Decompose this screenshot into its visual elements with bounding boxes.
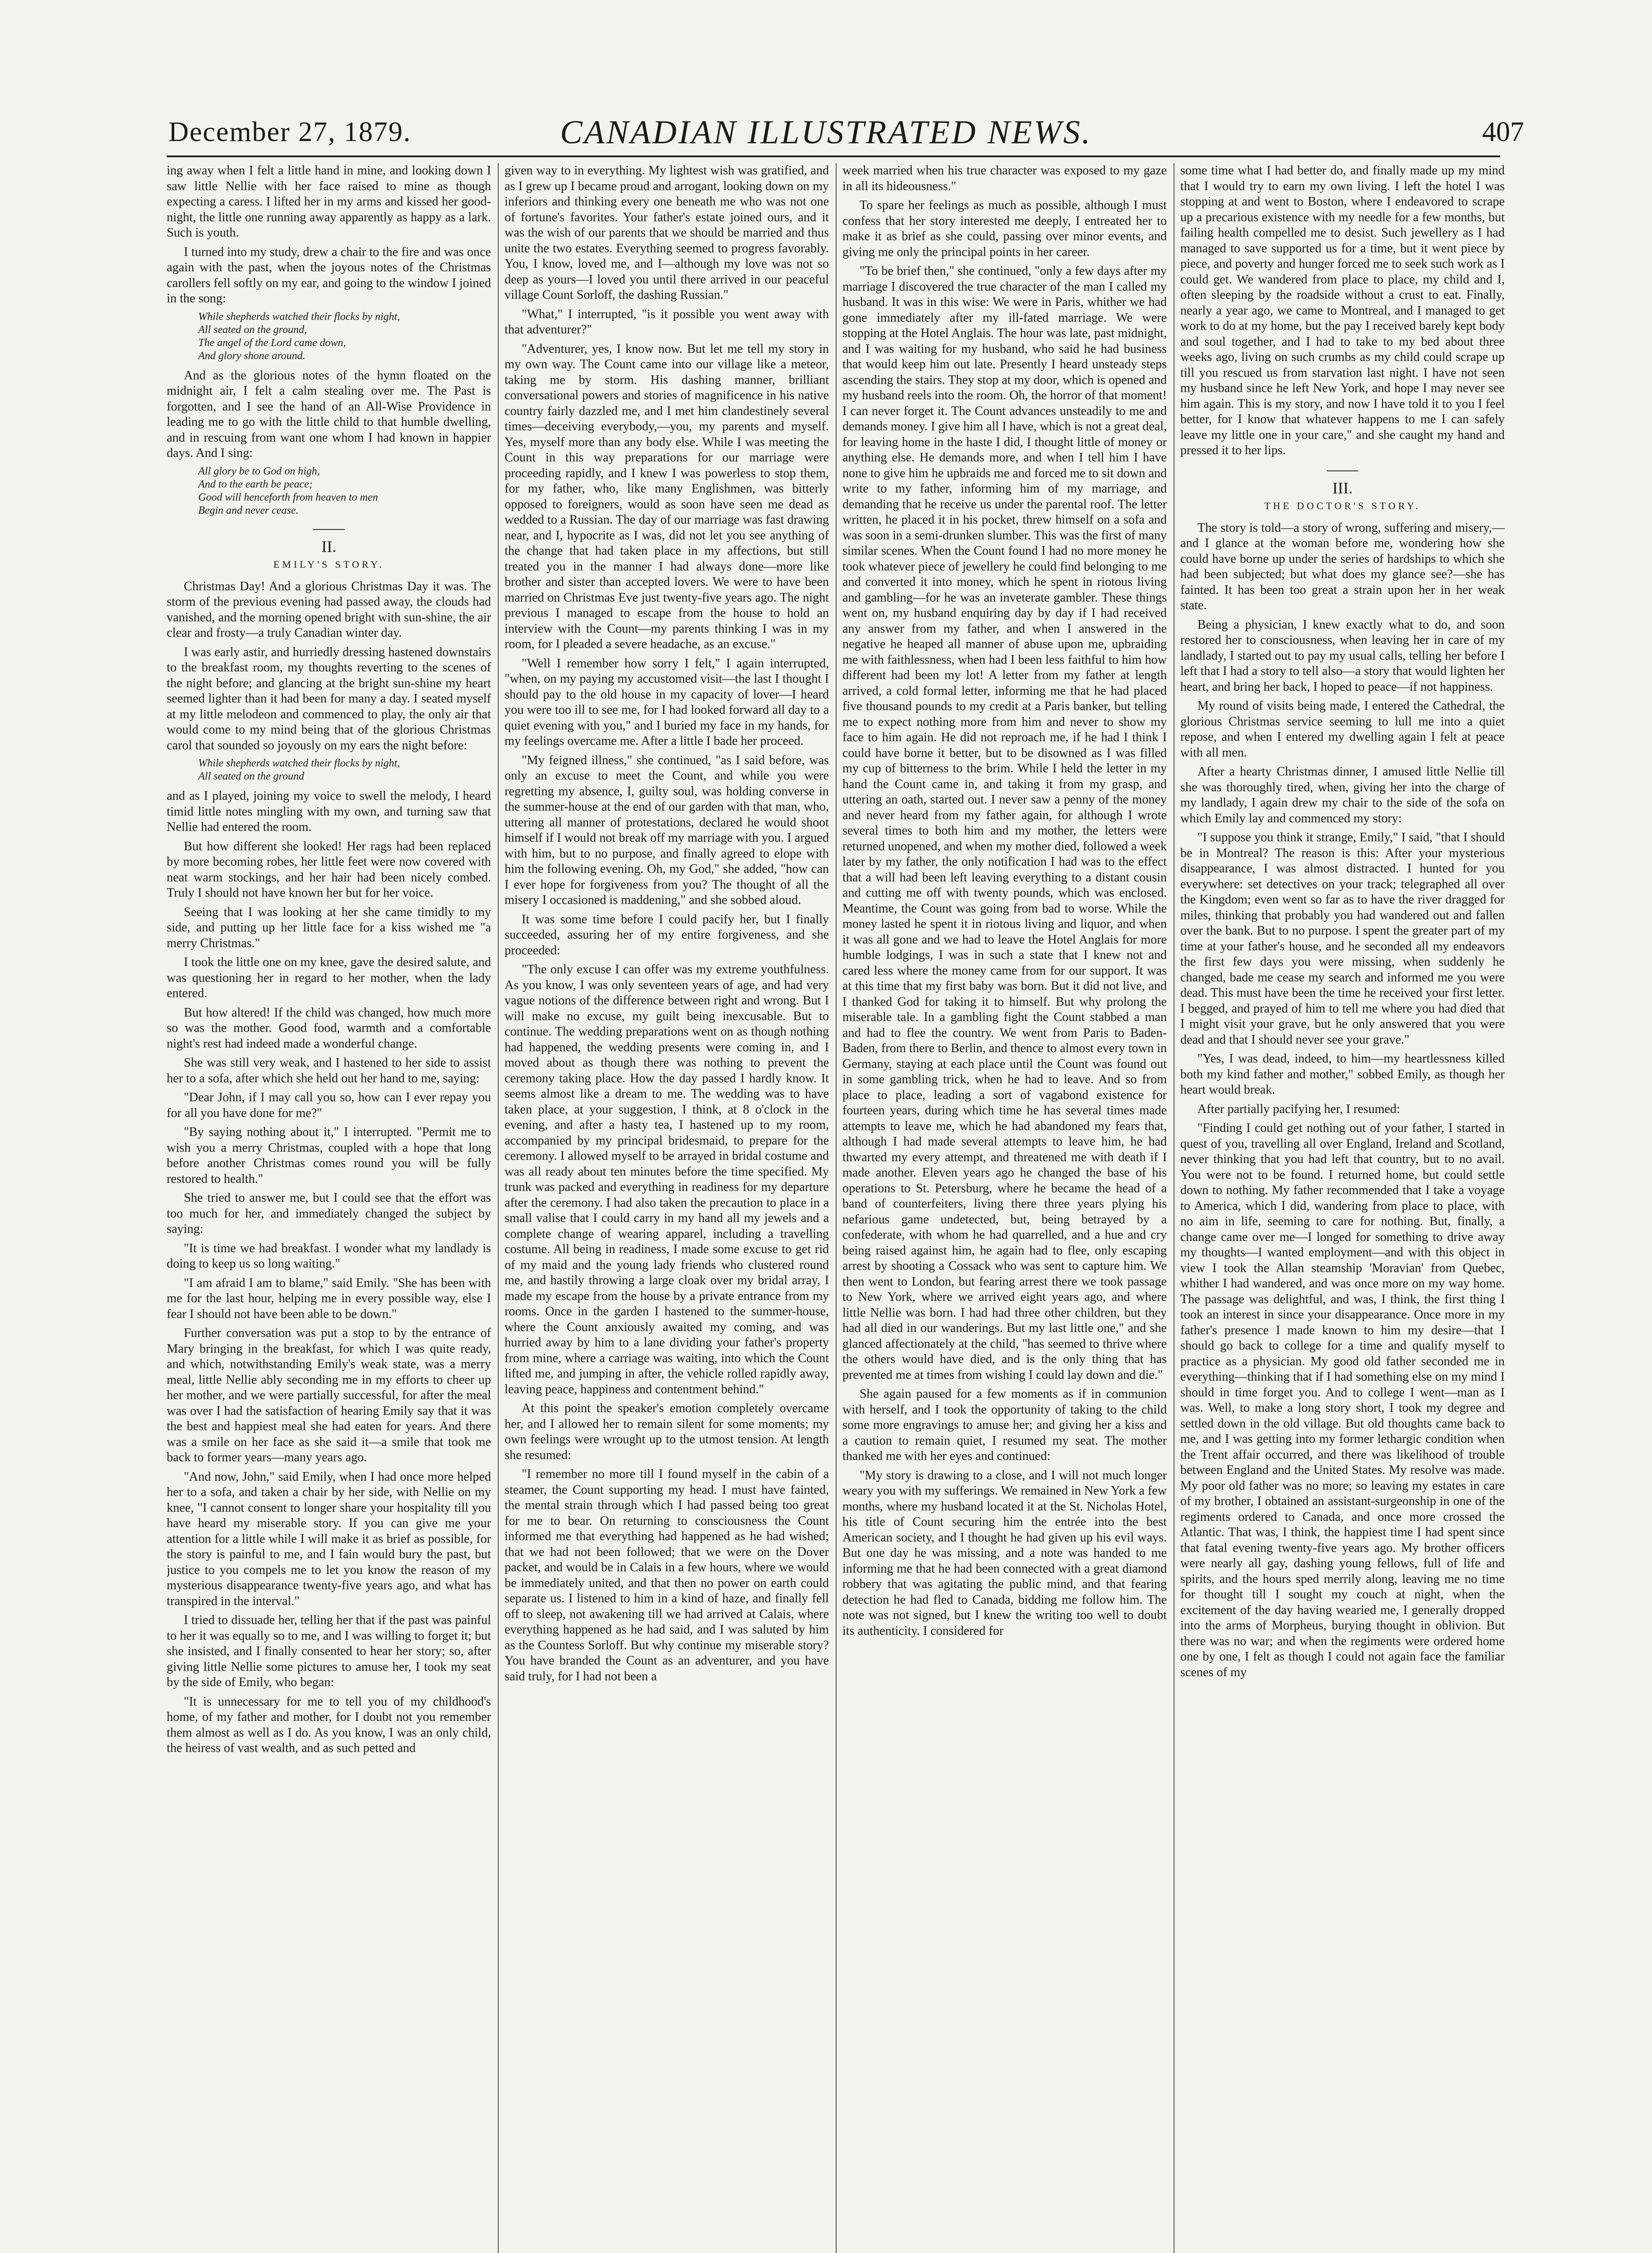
paragraph: The story is told—a story of wrong, suffering and misery,—and I glance at the woman before me, wondering how she could have borne up under the series of hardships to which she had been subjected; but what does my glance see?—she has fainted. It has been too great a strain upon her in her weak state. [1180, 520, 1505, 612]
column-3 [842, 163, 1167, 2253]
verse-line: The angel of the Lord came down, [198, 337, 346, 349]
paragraph: "Finding I could get nothing out of your father, I started in quest of you, travelling all over England, Ireland and Scotland, never thinking that you had left that country, but to no avail. You were not to be found. I returned home, but could settle down to nothing. My father recommended that I take a voyage to America, which I did, wandering from place to place, with no aim in life, seeming to care for nothing. But, finally, a change came over me—I longed for something to drive away my thoughts—I wanted employment—and with this object in view I took the Allan steamship 'Moravian' from Quebec, whither I had wandered, and was once more on my way home. The passage was delightful, and was, I think, the first thing I took an interest in since your disappearance. Once more in my father's presence I made known to him my desire—that I should go back to college for a time and qualify myself to practice as a physician. My good old father seconded me in everything—thinking that if I had something else on my mind I should in time forget you. And to college I went—man as I was. Well, to make a long story short, I took my degree and settled down in the old village. But old thoughts came back to me, and I was getting into my former lethargic condition when the Trent affair occurred, and there was likelihood of trouble between England and the United States. My resolve was made. My poor old father was no more; so leaving my estates in care of my brother, I obtained an assistant-surgeonship in one of the regiments ordered to Canada, and once more crossed the Atlantic. That was, I think, the happiest time I had spent since that fatal evening twenty-five years ago. My brother officers were nearly all gay, dashing young fellows, full of life and spirits, and the hours sped merrily along, leaving me no time for thought till I sought my couch at night, when the excitement of the day having wearied me, I generally dropped into the arms of Morpheus, burying thought in oblivion. But there was no war; and when the regiments were ordered home one by one, I felt as though I could not again face the familiar scenes of my [1180, 1121, 1505, 1679]
verse-line: Good will henceforth from heaven to men [198, 491, 378, 503]
paragraph: week married when his true character was exposed to my gaze in all its hideousness." [842, 164, 1167, 193]
section-divider [1327, 470, 1358, 471]
paragraph: But how altered! If the child was changed, how much more so was the mother. Good food, warmth and a comfortable night's rest had indeed made a wonderful change. [167, 1005, 491, 1051]
paragraph: "To be brief then," she continued, "only a few days after my marriage I discovered the true character of the man I called my husband. It was in this wise: We were in Paris, whither we had gone immediately after my ill-fated marriage. We were stopping at the Hotel Anglais. The hour was late, past midnight, and I was waiting for my husband, who said he had business that would keep him out late. Presently I heard unsteady steps ascending the stairs. They stop at my door, which is opened and my husband reels into the room. Oh, the horror of that moment! I can never forget it. The Count advances unsteadily to me and demands money. I give him all I have, which is not a great deal, for leaving home in the haste I did, I thought little of money or anything else. He demands more, and when I tell him I have none to give him he upbraids me and forced me to sit down and write to my father, informing him of my marriage, and demanding that he receive us under the parental roof. The letter written, he placed it in his pocket, threw himself on a sofa and was soon in a semi-drunken slumber. This was the first of many similar scenes. When the Count found I had no more money he took whatever piece of jewellery he could find belonging to me and converted it into money, which he spent in riotous living and gambling—for he was an inveterate gambler. These things went on, my husband enquiring day by day if I had received any answer from my father, and when I answered in the negative he heaped all manner of abuse upon me, upbraiding me with faithlessness, when had I been less faithful to him how different had been my lot! A letter from my father at length arrived, a cold formal letter, informing me that he had placed five thousand pounds to my credit at a Paris banker, but telling me to expect nothing more from him and never to show my face to him again. He did not reproach me, if he had I think I could have borne it better, but to be disowned as I was filled my cup of bitterness to the brim. While I held the letter in my hand the Count came in, and taking it from my grasp, and uttering an oath, started out. I never saw a penny of the money and never heard from my father again, for although I wrote several times to both him and my mother, the letters were returned unopened, and when my mother died, followed a week later by my father, the only notification I had was to the effect that a will had been left leaving everything to a distant cousin and cutting me off with twenty pounds, which was enclosed. Meantime, the Count was going from bad to worse. While the money lasted he spent it in riotous living and liquor, and when it was all gone and we had to leave the Hotel Anglais for more humble lodgings, I was in such a state that I knew not and cared less where the money came from for our support. It was at this time that my first baby was born. But it did not live, and I thanked God for taking it to himself. But why prolong the miserable tale. In a gambling fight the Count stabbed a man and had to flee the country. We went from Paris to Baden-Baden, from there to Berlin, and thence to almost every town in Germany, staying at each place until the Count was found out in some gambling trick, when he had to leave. And so from place to place, leading a sort of vagabond existence for fourteen years, during which time he has several times made attempts to leave me, which he had abandoned my fears that, although I had made several attempts to leave him, he had thwarted my every attempt, and threatened me with death if I made another. Eleven years ago he changed the base of his operations to St. Petersburg, where he became the head of a band of counterfeiters, living there three years plying his nefarious game undetected, but, being betrayed by a confederate, with whom he had quarrelled, and a hue and cry being raised against him, he again had to flee, only escaping arrest by shooting a Cossack who was sent to capture him. We then went to London, but fearing arrest there we took passage to New York, where we arrived eight years ago, and where little Nellie was born. I had had three other children, but they had all died in our wanderings. But my last little one," and she glanced affectionately at the child, "has seemed to thrive where the others would have died, and is the only thing that has prevented me at times from wishing I could lay down and die." [842, 264, 1167, 1382]
paragraph: "I remember no more till I found myself in the cabin of a steamer, the Count supporting my head. I must have fainted, the mental strain through which I had passed being too great for me to bear. On returning to consciousness the Count informed me that everything had happened as he had wished; that we had not been followed; that we were on the Dover packet, and would be in Calais in a few hours, where we would be immediately united, and that then no power on earth could separate us. I listened to him in a kind of haze, and finally fell off to sleep, not awakening till we had arrived at Calais, where everything happened as he had said, and I was saluted by him as the Countess Sorloff. But why continue my miserable story? You have branded the Count as an adventurer, and you have said truly, for I had not been a [505, 1467, 829, 1683]
paragraph: Being a physician, I knew exactly what to do, and soon restored her to consciousness, when leaving her in care of my landlady, I started out to pay my usual calls, telling her before I left that I had a story to tell also—a story that would lighten her heart, and bring her back, I hoped to peace—if not happiness. [1180, 617, 1505, 694]
column-4 [1180, 163, 1505, 2253]
paragraph: She was still very weak, and I hastened to her side to assist her to a sofa, after which she held out her hand to me, saying: [167, 1056, 491, 1085]
article-columns [167, 163, 1505, 2253]
verse-line: While shepherds watched their flocks by night, [198, 310, 400, 323]
paragraph: "I am afraid I am to blame," said Emily. "She has been with me for the last hour, helping me in every possible way, else I fear I should not have been able to be down." [167, 1276, 491, 1321]
paragraph: Seeing that I was looking at her she came timidly to my side, and putting up her little face for a kiss wished me "a merry Christmas." [167, 905, 491, 950]
paragraph: To spare her feelings as much as possible, although I must confess that her story interested me deeply, I entreated her to make it as brief as she could, passing over minor events, and giving me only the principal points in her career. [842, 198, 1167, 259]
paragraph: "I suppose you think it strange, Emily," I said, "that I should be in Montreal? The reason is this: After your mysterious disappearance, I was almost distracted. I hunted for you everywhere: set detectives on your track; telegraphed all over the Kingdom; even went so far as to have the river dragged for miles, thinking that probably you had wandered out and fallen over the bank. But to no purpose. I spent the greater part of my time at your father's house, and he seconded all my endeavors the first few days you were missing, when suddenly he changed, bade me cease my search and informed me you were dead. This must have been the time he received your first letter. I begged, and prayed of him to tell me where you had died that I might visit your grave, but he only answered that you were dead and that I should never see your grave." [1180, 830, 1505, 1047]
paragraph: She tried to answer me, but I could see that the effort was too much for her, and immediately changed the subject by saying: [167, 1191, 491, 1236]
paragraph: I tried to dissuade her, telling her that if the past was painful to her it was equally so to me, and I was willing to forget it; but she insisted, and I finally consented to hear her story; so, after giving little Nellie some pictures to amuse her, I took my seat by the side of Emily, who began: [167, 1613, 491, 1689]
column-rule [836, 163, 837, 2253]
paragraph: "Adventurer, yes, I know now. But let me tell my story in my own way. The Count came into our village like a meteor, taking me by storm. His dashing manner, brilliant conversational powers and stories of magnificence in his native country fairly dazzled me, and I met him clandestinely several times—deceiving everybody,—you, my parents and myself. Yes, myself more than any body else. While I was meeting the Count in this way preparations for our marriage were proceeding rapidly, and I knew I was powerless to stop them, for my father, who, like many Englishmen, was bitterly opposed to foreigners, would as soon have seen me dead as wedded to a Russian. The day of our marriage was fast drawing near, and I, hypocrite as I was, did not let you see anything of the change that had taken place in my affections, but still treated you in the manner I had always done—more like brother and sister than accepted lovers. We were to have been married on Christmas Eve just twenty-five years ago. The night previous I managed to escape from the house to hold an interview with the Count—my parents thinking I was in my room, for I pleaded a severe headache, as an excuse." [505, 342, 829, 651]
paragraph: My round of visits being made, I entered the Cathedral, the glorious Christmas service seeming to lull me into a quiet repose, and when I entered my dwelling again I felt at peace with all men. [1180, 699, 1505, 760]
paragraph: I was early astir, and hurriedly dressing hastened downstairs to the breakfast room, my thoughts reverting to the scenes of the night before; and glancing at the bright sun-shine my heart seemed lighter than it had been for many a day. I seated myself at my little melodeon and commenced to play, the only air that would come to my mind being that of the glorious Christmas carol that sounded so joyously on my ears the night before: [167, 645, 491, 753]
paragraph: After partially pacifying her, I resumed: [1197, 1102, 1400, 1116]
paragraph: and as I played, joining my voice to swell the melody, I heard timid little notes mingling with my own, and turning saw that Nellie had entered the room. [167, 789, 491, 834]
paragraph: "It is unnecessary for me to tell you of my childhood's home, of my father and mother, for I doubt not you remember them almost as well as I do. As you know, I was an only child, the heiress of vast wealth, and as such petted and [167, 1694, 491, 1755]
verse-line: All glory be to God on high, [198, 465, 320, 477]
issue-date: December 27, 1879. [168, 117, 411, 147]
section-heading: II. [321, 537, 337, 556]
column-1 [167, 163, 491, 2253]
paragraph: And as the glorious notes of the hymn floated on the midnight air, I felt a calm stealing over me. The Past is forgotten, and I see the hand of an All-Wise Providence in leading me to go with the little child to that humble dwelling, and in rescuing from want one whom I had known in happier days. And I sing: [167, 368, 491, 460]
verse-line: While shepherds watched their flocks by night, [198, 757, 400, 769]
verse-line: All seated on the ground [198, 771, 305, 782]
column-2 [505, 163, 829, 2253]
paragraph: I took the little one on my knee, gave the desired salute, and was questioning her in regard to her mother, when the lady entered. [167, 955, 491, 1000]
newspaper-title: CANADIAN ILLUSTRATED NEWS. [560, 114, 1092, 151]
paragraph: given way to in everything. My lightest wish was gratified, and as I grew up I became proud and arrogant, looking down on my inferiors and thinking every one beneath me who was not one of fortune's favorites. Your father's estate joined ours, and it was the wish of our parents that we should be married and thus unite the two estates. Everything seemed to progress favorably. You, I know, loved me, and I—although my love was not so deep as yours—I loved you until there arrived in our peaceful village Count Sorloff, the dashing Russian." [505, 164, 829, 302]
column-rule [498, 163, 499, 2253]
verse-line: All seated on the ground, [198, 324, 307, 336]
paragraph: "What," I interrupted, "is it possible you went away with that adventurer?" [505, 307, 829, 337]
paragraph: "My story is drawing to a close, and I will not much longer weary you with my sufferings. We remained in New York a few months, where my husband located it at the St. Nicholas Hotel, his title of Count securing him the entrée into the best American society, and I thought he had given up his evil ways. But one day he was missing, and a note was handed to me informing me that he had been connected with a great diamond robbery that was agitating the public mind, and that fearing detection he had fled to Canada, bidding me follow him. The note was not signed, but I knew the writing too well to doubt its authenticity. I considered for [842, 1468, 1167, 1638]
paragraph: "It is time we had breakfast. I wonder what my landlady is doing to keep us so long waiting." [167, 1241, 491, 1271]
page-number: 407 [1482, 117, 1524, 147]
paragraph: "Well I remember how sorry I felt," I again interrupted, "when, on my paying my accustomed visit—the last I thought I should pay to the old house in my capacity of lover—I heard you were too ill to see me, for I had looked forward all day to a quiet evening with you," and I buried my face in my hands, for my feelings overcame me. After a little I bade her proceed. [505, 656, 829, 748]
carol-verse [167, 757, 491, 783]
paragraph: some time what I had better do, and finally made up my mind that I would try to earn my own living. I left the hotel I was stopping at and went to Boston, where I endeavored to scrape up a precarious existence with my needle for a few months, but failing health compelled me to desist. Such jewellery as I had managed to save supported us for a time, but it went piece by piece, and poverty and hunger forced me to seek such work as I could get. We wandered from place to place, my child and I, often sleeping by the roadside without a crust to eat. Finally, nearly a year ago, we came to Montreal, and I managed to get work to do at my home, but the pay I received barely kept body and soul together, and I had to take to my bed about three weeks ago, living on such crumbs as my child could scrape up till you rescued us from starvation last night. I have not seen my husband since he left New York, and hope I may never see him again. This is my story, and now I have told it to you I feel better, for I know that whatever happens to me I can safely leave my little one in your care," and she caught my hand and pressed it to her lips. [1180, 164, 1505, 457]
paragraph: ing away when I felt a little hand in mine, and looking down I saw little Nellie with her face raised to mine as though expecting a caress. I lifted her in my arms and kissed her good-night, the little one running away apparently as happy as a lark. Such is youth. [167, 164, 491, 240]
section-heading: III. [1332, 479, 1353, 497]
paragraph: After a hearty Christmas dinner, I amused little Nellie till she was thoroughly tired, when, giving her into the charge of my landlady, I again drew my chair to the side of the sofa on which Emily lay and commenced my story: [1180, 765, 1505, 825]
paragraph: She again paused for a few moments as if in communion with herself, and I took the opportunity of taking to the child some more engravings to amuse her; and giving her a kiss and a caution to remain quiet, I resumed my seat. The mother thanked me with her eyes and continued: [842, 1387, 1167, 1463]
section-subheading: THE DOCTOR'S STORY. [1264, 500, 1421, 511]
paragraph: "By saying nothing about it," I interrupted. "Permit me to wish you a merry Christmas, coupled with a hope that long before another Christmas comes round you will be fully restored to health." [167, 1125, 491, 1186]
paragraph: "My feigned illness," she continued, "as I said before, was only an excuse to meet the Count, and while you were regretting my absence, I, guilty soul, was holding converse in the summer-house at the end of our garden with that man, who, uttering all manner of protestations, declared he would shoot himself if I would not break off my marriage with you. I argued with him, but to no purpose, and finally agreed to elope with him the following evening. Oh, my God," she added, "how can I ever hope for forgiveness from you? The thought of all the misery I occasioned is maddening," and she sobbed aloud. [505, 753, 829, 907]
paragraph: "The only excuse I can offer was my extreme youthfulness. As you know, I was only seventeen years of age, and had very vague notions of the difference between right and wrong. But I will make no excuse, my guilt being inexcusable. But to continue. The wedding preparations went on as though nothing had happened, the wedding presents were coming in, and I moved about as though there was nothing to prevent the ceremony taking place. How the day passed I hardly know. It seems almost like a dream to me. The wedding was to have taken place, at your suggestion, I think, at 8 o'clock in the evening, and after a hasty tea, I hastened up to my room, accompanied by my principal bridesmaid, to prepare for the ceremony. I allowed myself to be arrayed in bridal costume and was all ready about ten minutes before the time specified. My trunk was packed and everything in readiness for my departure after the ceremony. I had also taken the precaution to place in a small valise that I could carry in my hand all my jewels and a complete change of wearing apparel, including a travelling costume. All being in readiness, I made some excuse to get rid of my maid and the young lady friends who clustered round me, and hastily throwing a large cloak over my bridal array, I made my escape from the house by a private entrance from my rooms. Once in the garden I hastened to the summer-house, where the Count anxiously awaited my coming, and was hurried away by him to a lane dividing your father's property from mine, where a carriage was waiting, into which the Count lifted me, and jumping in after, the vehicle rolled rapidly away, leaving peace, happiness and contentment behind." [505, 962, 829, 1396]
verse-line: And glory shone around. [198, 350, 305, 362]
carol-verse [167, 310, 491, 363]
paragraph: "Dear John, if I may call you so, how can I ever repay you for all you have done for me?" [167, 1090, 491, 1120]
paragraph: But how different she looked! Her rags had been replaced by more becoming robes, her little feet were now covered with neat warm stockings, and her hair had been nicely combed. Truly I should not have known her but for her voice. [167, 839, 491, 900]
verse-line: And to the earth be peace; [198, 478, 313, 490]
paragraph: "Yes, I was dead, indeed, to him—my heartlessness killed both my kind father and mother," sobbed Emily, as though her heart would break. [1180, 1052, 1505, 1097]
paragraph: Further conversation was put a stop to by the entrance of Mary bringing in the breakfast, for which I was quite ready, and which, notwithstanding Emily's weak state, was a merry meal, little Nellie ably seconding me in my efforts to cheer up her mother, and we were partially successful, for after the meal was over I had the satisfaction of hearing Emily say that it was the best and happiest meal she had eaten for years. And there was a smile on her face as she said it—a smile that took me back to former years—many years ago. [167, 1326, 491, 1464]
paragraph: Christmas Day! And a glorious Christmas Day it was. The storm of the previous evening had passed away, the clouds had vanished, and the morning opened bright with sun-shine, the air clear and frosty—a truly Canadian winter day. [167, 579, 491, 640]
paragraph: "And now, John," said Emily, when I had once more helped her to a sofa, and taken a chair by her side, with Nellie on my knee, "I cannot consent to longer share your hospitality till you have heard my miserable story. If you can give me your attention for a little while I will make it as brief as possible, for the story is painful to me, and I fain would bury the past, but justice to you compels me to let you know the reason of my mysterious disappearance twenty-five years ago, and what has transpired in the interval." [167, 1469, 491, 1608]
section-subheading: EMILY'S STORY. [273, 559, 385, 570]
section-divider [313, 529, 345, 530]
carol-verse [167, 465, 491, 517]
masthead [0, 0, 1652, 180]
paragraph: At this point the speaker's emotion completely overcame her, and I allowed her to remain silent for some moments; my own feelings were wrought up to the utmost tension. At length she resumed: [505, 1401, 829, 1462]
paragraph: It was some time before I could pacify her, but I finally succeeded, assuring her of my entire forgiveness, and she proceeded: [505, 912, 829, 958]
header-rule [167, 155, 1500, 157]
verse-line: Begin and never cease. [198, 504, 299, 516]
paragraph: I turned into my study, drew a chair to the fire and was once again with the past, when the joyous notes of the Christmas carollers fell softly on my ear, and going to the window I joined in the song: [167, 245, 491, 306]
